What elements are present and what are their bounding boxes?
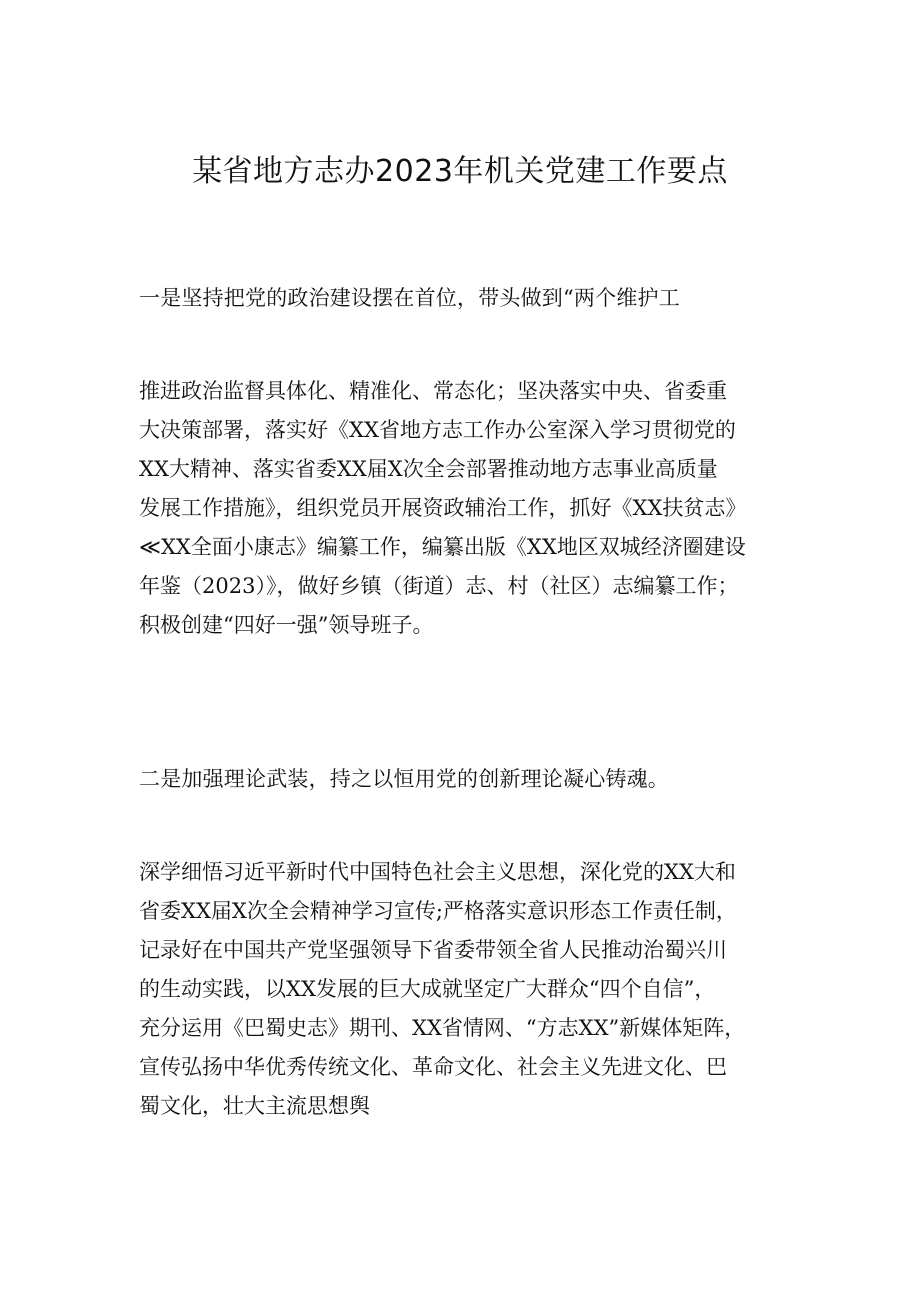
section-heading-text: 一是坚持把党的政治建设摆在首位，带头做到“两个维护工 bbox=[139, 286, 680, 310]
paragraph-line: XX大精神、落实省委XX届X次全会部署推动地方志事业高质量 bbox=[139, 457, 718, 481]
section-heading-text: 二是加强理论武装，持之以恒用党的创新理论凝心铸魂。 bbox=[139, 767, 669, 791]
paragraph-line: 省委XX届X次全会精神学习宣传;严格落实意识形态工作责任制， bbox=[139, 899, 737, 923]
section-2-body bbox=[139, 853, 805, 1126]
paragraph-line: 的生动实践，以XX发展的巨大成就坚定广大群众“四个自信”， bbox=[139, 977, 716, 1001]
document-title: 某省地方志办2023年机关党建工作要点 bbox=[192, 154, 728, 189]
section-2-heading bbox=[139, 760, 805, 799]
paragraph-line: 充分运用《巴蜀史志》期刊、XX省情网、“方志XX”新媒体矩阵， bbox=[139, 1016, 746, 1040]
paragraph-line: 蜀文化，壮大主流思想舆 bbox=[139, 1094, 370, 1118]
section-1-heading bbox=[139, 279, 805, 318]
section-1-body bbox=[139, 372, 805, 645]
paragraph-line: 大决策部署，落实好《XX省地方志工作办公室深入学习贯彻党的 bbox=[139, 418, 736, 442]
paragraph-line: 年鉴（2023）》，做好乡镇（街道）志、村（社区）志编纂工作； bbox=[139, 574, 739, 598]
paragraph-line: ≪XX全面小康志》编纂工作，编纂出版《XX地区双城经济圈建设 bbox=[139, 535, 746, 559]
paragraph-line: 积极创建“四好一强”领导班子。 bbox=[139, 613, 434, 637]
paragraph-line: 记录好在中国共产党坚强领导下省委带领全省人民推动治蜀兴川 bbox=[139, 938, 727, 962]
paragraph-line: 深学细悟习近平新时代中国特色社会主义思想，深化党的XX大和 bbox=[139, 860, 736, 884]
paragraph-line: 推进政治监督具体化、精准化、常态化；坚决落实中央、省委重 bbox=[139, 379, 727, 403]
paragraph-line: 发展工作措施》，组织党员开展资政辅治工作，抓好《XX扶贫志》 bbox=[139, 496, 747, 520]
paragraph-line: 宣传弘扬中华优秀传统文化、革命文化、社会主义先进文化、巴 bbox=[139, 1055, 727, 1079]
